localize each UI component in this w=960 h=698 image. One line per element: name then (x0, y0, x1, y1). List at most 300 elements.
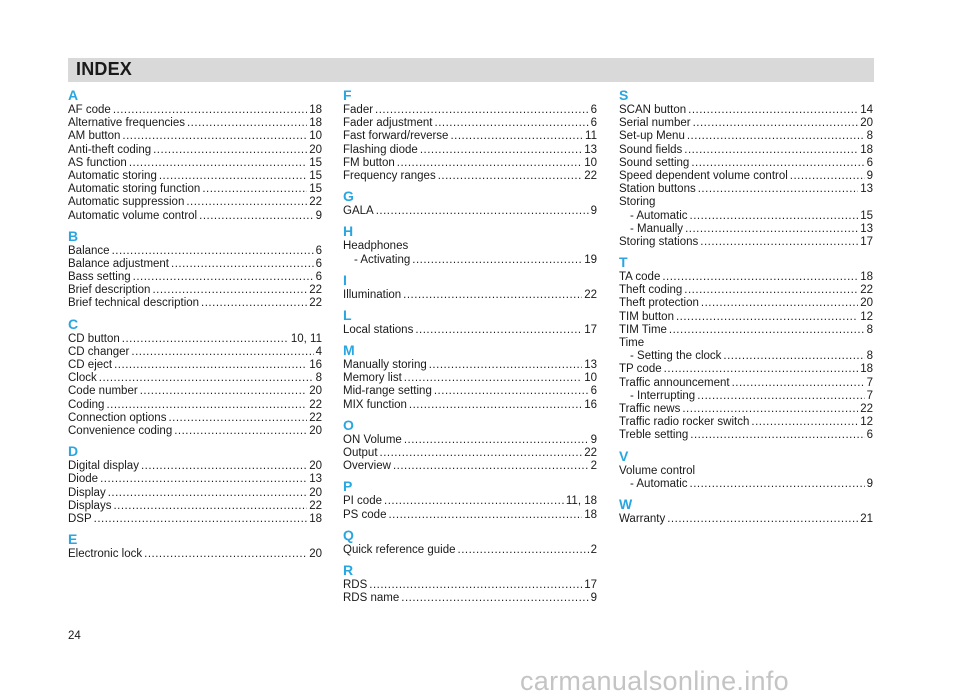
dot-leader (159, 170, 307, 183)
index-entry (68, 210, 322, 223)
index-entry-label: Coding (68, 398, 105, 411)
index-entry-page: 22 (309, 297, 322, 310)
index-entry (343, 592, 597, 605)
dot-leader (685, 223, 858, 236)
index-entry-page: 22 (860, 402, 873, 415)
index-entry-page: 2 (590, 543, 597, 556)
index-entry-label: Headphones (343, 240, 409, 253)
index-entry-page: 17 (584, 578, 597, 591)
index-entry-label: Quick reference guide (343, 543, 456, 556)
index-entry (619, 104, 873, 117)
index-entry (68, 183, 322, 196)
index-entry-label: Traffic announcement (619, 376, 730, 389)
dot-leader (690, 478, 865, 491)
index-entry-page: 6 (590, 385, 597, 398)
dot-leader (140, 385, 308, 398)
index-entry-page: 20 (309, 424, 322, 437)
index-entry-page: 22 (309, 398, 322, 411)
index-entry (343, 447, 597, 460)
index-entry (343, 385, 597, 398)
index-letter-heading: I (343, 271, 347, 288)
index-entry (68, 548, 322, 561)
index-letter-heading: C (68, 315, 79, 332)
dot-leader (409, 399, 582, 412)
index-entry-page: 9 (866, 169, 873, 182)
index-entry-page: 9 (315, 209, 322, 222)
index-entry-label: Set-up Menu (619, 130, 685, 143)
page-number: 24 (68, 630, 81, 642)
index-entry-page: 6 (315, 244, 322, 257)
index-entry-label: Time (619, 337, 645, 349)
dot-leader (701, 297, 858, 310)
index-entry-label: CD eject (68, 359, 113, 371)
index-entry (343, 289, 597, 302)
index-entry-page: 9 (866, 477, 873, 490)
dot-leader (667, 513, 858, 526)
index-entry (68, 460, 322, 473)
index-entry-page: 2 (590, 460, 597, 473)
index-entry (343, 104, 597, 117)
dot-leader (420, 144, 582, 157)
index-entry (68, 271, 322, 284)
index-entry-label: CD changer (68, 345, 130, 358)
dot-leader (94, 513, 308, 526)
index-entry (343, 130, 597, 143)
index-entry (619, 144, 873, 157)
index-entry-page: 8 (866, 323, 873, 336)
index-entry-label: Memory list (343, 372, 402, 385)
index-entry (68, 258, 322, 271)
index-entry-page: 18 (860, 143, 873, 156)
dot-leader (113, 500, 307, 513)
index-entry-label: Traffic news (619, 402, 681, 415)
dot-leader (152, 284, 307, 297)
index-letter-heading: E (68, 531, 78, 548)
index-entry-page: 13 (584, 143, 597, 156)
index-letter-heading: R (343, 561, 354, 578)
index-entry-label: - Automatic (630, 477, 688, 490)
index-entry (619, 416, 873, 429)
index-entry (68, 170, 322, 183)
index-column-2 (343, 86, 597, 605)
index-letter-heading: T (619, 254, 628, 271)
index-entry-page: 19 (584, 253, 597, 266)
index-entry-label: Traffic radio rocker switch (619, 416, 750, 429)
index-entry-page: 7 (866, 376, 873, 389)
index-entry-page: 11, 18 (565, 495, 597, 508)
index-entry (619, 271, 873, 284)
dot-leader (700, 236, 858, 249)
index-entry-label: Frequency ranges (343, 169, 436, 182)
index-entry (68, 130, 322, 143)
index-entry-label: Display (68, 486, 106, 499)
index-entry (619, 210, 873, 223)
index-entry-page: 18 (584, 508, 597, 521)
index-entry-page: 10 (309, 130, 322, 143)
index-column-1 (68, 86, 322, 561)
index-entry (619, 157, 873, 170)
dot-leader (690, 210, 859, 223)
index-letter-heading: O (343, 416, 354, 433)
index-entry-label: GALA (343, 205, 374, 218)
index-entry (619, 390, 873, 403)
index-entry-label: TP code (619, 363, 662, 376)
index-entry-label: Illumination (343, 288, 402, 301)
index-letter-heading: V (619, 447, 629, 464)
index-entry (619, 513, 873, 526)
dot-leader (664, 363, 859, 376)
index-letter-heading: P (343, 478, 353, 495)
dot-leader (693, 117, 859, 130)
index-entry (68, 513, 322, 526)
index-entry-label: Fader adjustment (343, 117, 433, 130)
index-entry-page: 9 (590, 592, 597, 605)
index-entry-label: Balance adjustment (68, 257, 170, 270)
index-entry-label: - Manually (630, 222, 684, 235)
index-entry (343, 324, 597, 337)
index-entry-label: Digital display (68, 460, 139, 473)
index-entry-page: 17 (860, 235, 873, 248)
index-entry-page: 10, 11 (290, 332, 322, 345)
dot-leader (186, 196, 307, 209)
index-entry (68, 346, 322, 359)
index-entry-page: 16 (309, 359, 322, 371)
dot-leader (99, 372, 314, 385)
index-entry (68, 473, 322, 486)
index-entry-label: - Automatic (630, 209, 688, 222)
index-entry (343, 359, 597, 372)
index-entry (343, 254, 597, 267)
index-entry-page: 6 (866, 156, 873, 169)
index-entry-label: Alternative frequencies (68, 117, 185, 130)
dot-leader (697, 390, 864, 403)
dot-leader (412, 254, 582, 267)
index-entry-label: Flashing diode (343, 143, 418, 156)
dot-leader (376, 205, 589, 218)
dot-leader (458, 544, 589, 557)
dot-leader (684, 284, 858, 297)
index-entry-page: 9 (590, 205, 597, 218)
index-entry-label: Storing (619, 196, 656, 209)
index-entry (68, 487, 322, 500)
index-entry (68, 333, 322, 346)
index-entry-label: Speed dependent volume control (619, 169, 788, 182)
dot-leader (698, 183, 858, 196)
index-entry-label: Brief technical description (68, 297, 200, 310)
dot-leader (168, 412, 307, 425)
index-entry-label: Mid-range setting (343, 385, 432, 398)
index-entry (619, 130, 873, 143)
index-entry-label: FM button (343, 156, 395, 169)
index-entry (343, 434, 597, 447)
index-entry-page: 6 (590, 104, 597, 116)
index-entry-label: AF code (68, 104, 111, 116)
dot-leader (201, 297, 307, 310)
index-header-bar (68, 58, 874, 82)
index-entry-label: MIX function (343, 398, 407, 411)
index-entry-page: 18 (309, 512, 322, 525)
index-entry (619, 377, 873, 390)
index-entry (343, 544, 597, 557)
index-entry (619, 478, 873, 491)
index-entry-page: 21 (860, 512, 873, 525)
index-entry-page: 18 (860, 271, 873, 284)
dot-leader (133, 271, 314, 284)
index-entry-page: 18 (309, 104, 322, 116)
index-entry-page: 4 (315, 345, 322, 358)
index-entry (68, 144, 322, 157)
dot-leader (144, 548, 307, 561)
index-entry-page: 20 (309, 385, 322, 398)
index-entry-label: Fast forward/reverse (343, 130, 449, 143)
index-entry-page: 7 (866, 389, 873, 402)
index-entry-page: 12 (860, 416, 873, 429)
index-entry (619, 311, 873, 324)
index-entry (619, 363, 873, 376)
index-entry (68, 399, 322, 412)
dot-leader (434, 385, 589, 398)
index-entry-page: 22 (860, 284, 873, 297)
dot-leader (723, 350, 864, 363)
page-title: INDEX (76, 59, 133, 79)
dot-leader (688, 104, 858, 117)
index-entry-label: Local stations (343, 323, 414, 336)
index-entry-label: Fader (343, 104, 374, 116)
dot-leader (113, 104, 307, 117)
dot-leader (401, 592, 588, 605)
index-entry-page: 20 (309, 143, 322, 156)
index-entry-page: 20 (309, 460, 322, 473)
index-entry-page: 8 (866, 350, 873, 363)
index-entry (343, 240, 597, 253)
index-entry-label: PI code (343, 495, 382, 508)
index-entry-label: AS function (68, 156, 127, 169)
index-entry (343, 144, 597, 157)
index-entry-label: Automatic storing (68, 169, 157, 182)
index-entry (68, 385, 322, 398)
dot-leader (404, 434, 589, 447)
dot-leader (153, 144, 307, 157)
index-entry-label: Warranty (619, 512, 666, 525)
index-entry-page: 10 (584, 156, 597, 169)
index-entry-page: 15 (309, 156, 322, 169)
dot-leader (403, 289, 582, 302)
index-entry (619, 324, 873, 337)
index-entry-page: 20 (309, 548, 322, 561)
index-entry (68, 157, 322, 170)
index-entry-page: 22 (584, 447, 597, 459)
index-entry (343, 372, 597, 385)
index-letter-heading: H (343, 223, 354, 240)
index-letter-heading: F (343, 87, 352, 103)
dot-leader (397, 157, 582, 170)
dot-leader (202, 183, 307, 196)
index-entry-page: 18 (860, 363, 873, 376)
index-entry-page: 13 (584, 359, 597, 372)
index-entry (68, 104, 322, 117)
index-entry (619, 223, 873, 236)
dot-leader (690, 429, 864, 442)
index-entry-label: Station buttons (619, 183, 696, 196)
index-entry-label: SCAN button (619, 104, 687, 116)
index-entry-label: Automatic volume control (68, 209, 198, 222)
dot-leader (108, 487, 307, 500)
index-letter-heading: Q (343, 526, 354, 543)
dot-leader (404, 372, 582, 385)
index-entry-page: 15 (309, 169, 322, 182)
dot-leader (388, 509, 582, 522)
index-entry-page: 6 (590, 117, 597, 130)
dot-leader (429, 359, 582, 372)
index-entry-page: 20 (860, 117, 873, 130)
dot-leader (174, 425, 307, 438)
index-entry-label: Overview (343, 460, 391, 473)
dot-leader (435, 117, 589, 130)
index-entry-page: 16 (584, 398, 597, 411)
index-entry-page: 6 (315, 257, 322, 270)
index-entry (68, 359, 322, 372)
index-entry-page: 22 (584, 288, 597, 301)
dot-leader (415, 324, 582, 337)
index-entry-label: TA code (619, 271, 661, 284)
index-entry (619, 350, 873, 363)
dot-leader (682, 403, 858, 416)
index-entry (343, 460, 597, 473)
index-entry (343, 399, 597, 412)
index-entry-label: Theft protection (619, 297, 699, 310)
index-entry-page: 15 (309, 183, 322, 196)
index-entry-label: Diode (68, 473, 99, 486)
dot-leader (375, 104, 589, 117)
index-entry-label: AM button (68, 130, 121, 143)
dot-leader (676, 311, 858, 324)
index-entry (619, 429, 873, 442)
index-entry-page: 18 (309, 117, 322, 130)
index-entry (68, 425, 322, 438)
dot-leader (380, 447, 583, 460)
index-entry-page: 14 (860, 104, 873, 116)
index-entry-label: Sound setting (619, 156, 690, 169)
index-entry-label: Theft coding (619, 284, 683, 297)
dot-leader (199, 210, 313, 223)
index-entry-label: Automatic suppression (68, 196, 185, 209)
dot-leader (393, 460, 589, 473)
index-entry-label: Storing stations (619, 235, 699, 248)
dot-leader (687, 130, 865, 143)
index-entry-label: Serial number (619, 117, 691, 130)
index-entry-label: Connection options (68, 411, 167, 424)
index-entry-page: 13 (309, 473, 322, 486)
index-entry (343, 509, 597, 522)
index-entry (619, 236, 873, 249)
dot-leader (790, 170, 865, 183)
index-entry-label: DSP (68, 512, 92, 525)
index-entry-page: 22 (309, 284, 322, 297)
index-entry (619, 403, 873, 416)
dot-leader (129, 157, 307, 170)
index-entry-page: 20 (860, 297, 873, 310)
index-entry-label: TIM button (619, 310, 674, 323)
index-entry-page: 8 (866, 130, 873, 143)
index-entry-label: Convenience coding (68, 424, 173, 437)
index-entry (343, 579, 597, 592)
dot-leader (131, 346, 313, 359)
dot-leader (662, 271, 858, 284)
index-entry-label: RDS (343, 578, 368, 591)
index-entry-page: 22 (309, 411, 322, 424)
index-entry (68, 245, 322, 258)
index-letter-heading: M (343, 342, 355, 359)
dot-leader (106, 399, 307, 412)
index-entry-label: - Setting the clock (630, 350, 722, 363)
dot-leader (691, 157, 864, 170)
index-entry-page: 13 (860, 183, 873, 196)
dot-leader (684, 144, 858, 157)
index-entry (619, 117, 873, 130)
index-entry-page: 9 (590, 433, 597, 446)
index-entry-page: 20 (309, 486, 322, 499)
index-entry-label: CD button (68, 332, 120, 345)
index-entry-label: Code number (68, 385, 138, 398)
dot-leader (122, 130, 307, 143)
index-entry-label: Volume control (619, 464, 696, 477)
dot-leader (171, 258, 314, 271)
index-entry (343, 170, 597, 183)
index-entry (619, 337, 873, 350)
index-letter-heading: A (68, 87, 79, 103)
index-entry-label: Treble setting (619, 429, 689, 442)
index-entry (343, 117, 597, 130)
dot-leader (100, 473, 307, 486)
index-entry-label: ON Volume (343, 433, 402, 446)
dot-leader (112, 245, 314, 258)
index-entry-label: Manually storing (343, 359, 427, 372)
index-entry (619, 183, 873, 196)
index-entry-label: TIM Time (619, 323, 667, 336)
index-entry (68, 284, 322, 297)
dot-leader (114, 359, 307, 372)
index-letter-heading: B (68, 227, 79, 244)
dot-leader (751, 416, 858, 429)
index-entry-page: 22 (309, 499, 322, 512)
index-entry-page: 13 (860, 222, 873, 235)
index-entry-page: 6 (866, 429, 873, 442)
dot-leader (732, 377, 865, 390)
dot-leader (450, 130, 583, 143)
index-entry-label: Bass setting (68, 271, 131, 284)
index-entry-label: Brief description (68, 284, 151, 297)
index-letter-heading: S (619, 87, 629, 103)
index-entry (68, 117, 322, 130)
dot-leader (141, 460, 307, 473)
index-entry (343, 157, 597, 170)
index-entry (619, 196, 873, 209)
index-entry-label: RDS name (343, 592, 400, 605)
index-entry-label: Clock (68, 372, 97, 385)
index-entry (619, 284, 873, 297)
index-entry-label: Displays (68, 499, 112, 512)
watermark: carmanualsonline.info (520, 666, 789, 696)
index-entry-label: - Activating (354, 253, 411, 266)
index-entry (68, 412, 322, 425)
dot-leader (438, 170, 583, 183)
index-entry-label: Sound fields (619, 143, 683, 156)
index-entry-page: 22 (309, 196, 322, 209)
dot-leader (187, 117, 307, 130)
index-entry-page: 11 (585, 130, 597, 143)
index-entry (68, 297, 322, 310)
index-entry-label: PS code (343, 508, 387, 521)
